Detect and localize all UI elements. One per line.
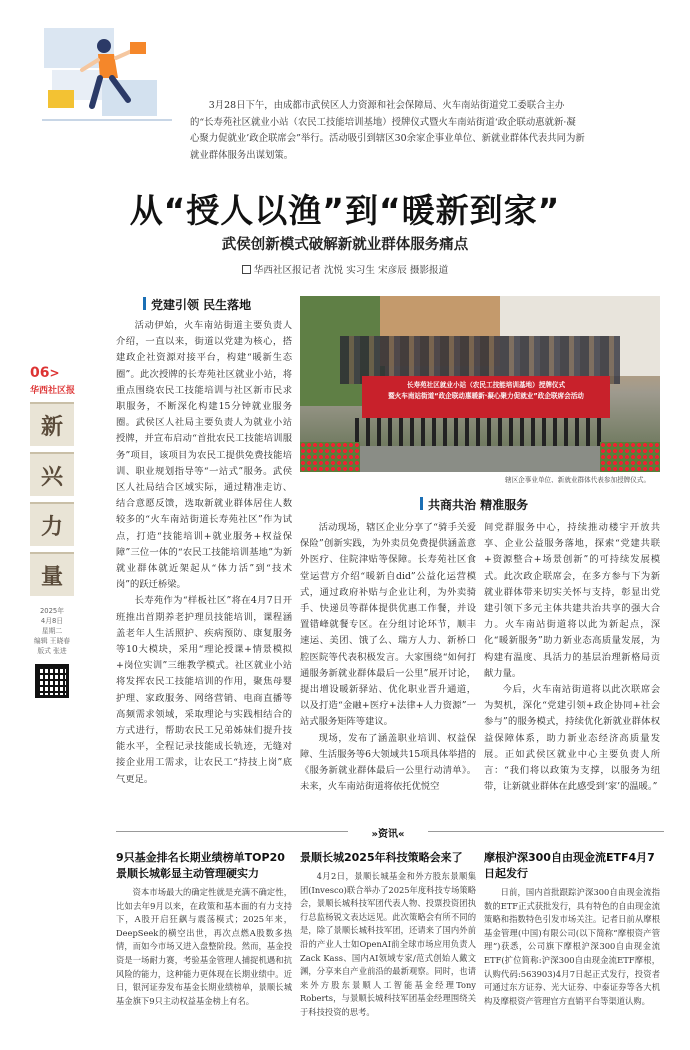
section-title-party: 党建引领 民生落地 [143, 296, 251, 313]
column-char-4: 量 [30, 552, 74, 596]
headline: 从“授人以渔”到“暖新到家” [129, 191, 561, 230]
divider-label [358, 825, 418, 840]
checkbox-icon [242, 265, 251, 274]
flower-bed [300, 442, 360, 472]
date-line: 编辑 王晓春 [33, 637, 71, 645]
news-title-2: 景顺长城2025年科技策略会来了 [300, 851, 463, 864]
double-chevron-icon: « [398, 829, 405, 840]
paragraph: 间党群服务中心，持续推动楼宇开放共享、企业公益服务落地，探索“党建共联+资源整合+场景创新”的可持续发展模式。此次政企联席会，在多方参与下为新就业群体带来切实关怀与支持，彰显出党建引领下多元主体共建共治共享的强大合力。火车南站街道将以此为新起点，深化“暖新服务”助力新业态高质量发展，为构建有温度、具活力的基层治理新格局贡献力量。 [484, 522, 660, 679]
double-chevron-icon: » [371, 829, 378, 840]
banner-line: 长寿苑社区就业小站（农民工技能培训基地）授牌仪式 [406, 381, 566, 389]
event-banner [362, 376, 610, 418]
issue-date [30, 606, 74, 656]
paper-name: 华西社区报 [30, 386, 76, 396]
paragraph: 长寿苑作为“样板社区”将在4月7日开班推出首期养老护理员技能培训，课程涵盖老年人生活照护、疾病预防、康复服务等10大模块，采用“理论授课+情景模拟+岗位实训”三维教学模式。社区就业小站将发挥农民工技能培训的作用，聚焦母婴护理、家政服务、网络营销、电商直播等高频需求领域，采取理论与实践相结合的方式进行，帮助农民工兄弟姊妹们提升技能水平，全程记录技能成长轨迹，无缝对接企业用工需求，让农民工“持技上岗”底气更足。 [116, 595, 292, 785]
event-photo [300, 296, 660, 472]
paragraph: 现场，发布了涵盖职业培训、权益保障、生活服务等6大领域共15项具体举措的《服务新就业群体最后一公里行动清单》。未来，火车南站街道将依托优悦空 [300, 732, 476, 793]
qr-code-icon [35, 664, 69, 698]
section-title-governance: 共商共治 精准服务 [420, 496, 528, 513]
divider-label-text: 资讯 [378, 829, 398, 840]
section1-column [116, 318, 292, 788]
date-line: 2025年 [39, 607, 65, 615]
column-char-2: 兴 [30, 452, 74, 496]
date-line: 版式 张进 [37, 647, 67, 655]
news-body-1: 资本市场最大的确定性就是充满不确定性，比如去年9月以来，在政策和基本面的有力支持下，A股开启狂飙与震荡模式；2025年来，DeepSeek的横空出世，再次点燃A股数多热情，而如今市场又进入盘整阶段。然而，基金投资是一场耐力赛，考验基金管理人捕捉机遇和抗风险的能力，这种能力更体现在长期业绩中。近日，银河证券发布基金长期业绩榜单，景顺长城基金旗下9只主动权益基金榜上有名。 [116, 887, 292, 1006]
paragraph: 活动现场，辖区企业分享了“骑手关爱保险”创新实践，为外卖员免费提供涵盖意外医疗、住院津贴等保障。长寿苑社区食堂运营方介绍“暖新自did”公益化运营模式，通过政府补贴与企业让利，为外卖骑手、快递员等群体提供优惠工作餐，并设置错峰就餐专区。在分组讨论环节，顺丰速运、美团、饿了么、瑞方人力、新桥口腔医院等代表积极发言。大家围绕“如何打通服务新就业群体最后一公里”展开讨论，提出增设暖新驿站、优化职业晋升通道，以及打造“金融+医疗+法律+人力资源”一站式服务矩阵等建议。 [300, 522, 476, 728]
date-line: 4月8日 [40, 617, 64, 625]
issue-number-text: 06 [30, 365, 50, 381]
crowd-legs [355, 418, 605, 446]
byline-text: 华西社区报记者 沈悦 实习生 宋彦辰 摄影报道 [253, 265, 449, 276]
issue-number [30, 365, 84, 381]
date-line: 星期二 [41, 627, 63, 635]
paragraph: 今后，火车南站街道将以此次联席会为契机，深化“党建引领+政企协同+社会参与”的服务模式，持续优化新就业群体权益保障体系，助力新业态经济高质量发展。正如武侯区就业中心主要负责人所言：“我们将以政策为支撑，以服务为纽带，让新就业群体在此感受到‘家’的温暖。” [484, 684, 660, 793]
news-title-1: 9只基金排名长期业绩榜单TOP20 景顺长城彰显主动管理硬实力 [116, 851, 285, 880]
news-body-3: 日前，国内首批跟踪沪深300自由现金流指数的ETF正式获批发行，具有特色的自由现金流策略和指数特色引发市场关注。记者日前从摩根基金管理(中国)有限公司(以下简称“摩根资产管理”)获悉，公司旗下摩根沪深300自由现金流ETF(扩位简称:沪深300自由现金流ETF摩根，认购代码:563903)4月7日起正式发行，投资者可通过东方证券、光大证券、中泰证券等各大机构及摩根资产管理官方直销平台等渠道认购。 [484, 887, 660, 1006]
flower-bed [600, 442, 660, 472]
section2-column-a [300, 520, 476, 795]
divider-line [116, 831, 348, 832]
column-char-1: 新 [30, 402, 74, 446]
hero-illustration [42, 20, 172, 130]
runner-illustration [42, 20, 172, 130]
banner-line: 暨火车南站街道“政企联动惠暖新·凝心聚力促就业”政企联席会活动 [388, 392, 584, 400]
intro-paragraph: 3月28日下午，由成都市武侯区人力资源和社会保障局、火车南站街道党工委联合主办的“长寿苑社区就业小站（农民工技能培训基地）授牌仪式暨火车南站街道‘政企联动惠就新·凝心聚力促就业’政企联席会”举行。活动吸引到辖区30余家企事业单位、新就业群体代表共同为新就业群体服务出谋划策。 [190, 100, 585, 161]
byline [0, 262, 690, 276]
paragraph: 活动伊始，火车南站街道主要负责人介绍，一直以来，街道以党建为核心，搭建政企社资源对接平台，构建“暖新生态圈”。此次授牌的长寿苑社区就业小站，将重点围绕农民工技能培训与社区新市民求职服务，不断深化构建15分钟就业服务圈。武侯区人社局主要负责人为就业小站授牌，并宣布启动“首批农民工技能培训服务”项目，该项目为农民工提供免费技能培训、职业规划指导等“一站式”服务。武侯区人社局结合区域实际，通过精准走访、结合意愿反馈，选取新就业群体居住人数较多的“火车南站街道长寿苑社区”作为试点，打造“技能培训+就业服务+权益保障”三位一体的“农民工技能培训基地”为新就业群体就近架起从“体力活”到“技术岗”的跃迁桥梁。 [116, 320, 292, 591]
subhead: 武侯创新模式破解新就业群体服务痛点 [221, 237, 469, 253]
column-char-3: 力 [30, 502, 74, 546]
divider-line [428, 831, 664, 832]
photo-caption: 辖区企事业单位、新就业群体代表参加授牌仪式。 [505, 476, 651, 484]
section2-column-b [484, 520, 660, 795]
page-sidebar [30, 365, 84, 698]
news-body-2: 4月2日，景顺长城基金和外方股东景顺集团(Invesco)联合举办了2025年度科技专场策略会，景顺长城科技军团代表人物、投票投资团执行总监杨锐文表达远见。此次策略会有所不同的是，除了景顺长城科技军团，还请来了国内外前沿的产业人士如OpenAI前全球市场应用负责人Zack Kass、国内AI领域专家/范式创始人戴文渊，分享来自产业前沿的最新观察。同时，也请来外方股东景顺人工智能基金经理Tony Roberts，与景顺长城科技军团基金经理围绕关于科技投资的思考。 [300, 871, 476, 1017]
chevron-right-icon: > [49, 366, 60, 380]
news-title-3: 摩根沪深300自由现金流ETF4月7日起发行 [484, 851, 655, 880]
news-divider [116, 826, 664, 838]
